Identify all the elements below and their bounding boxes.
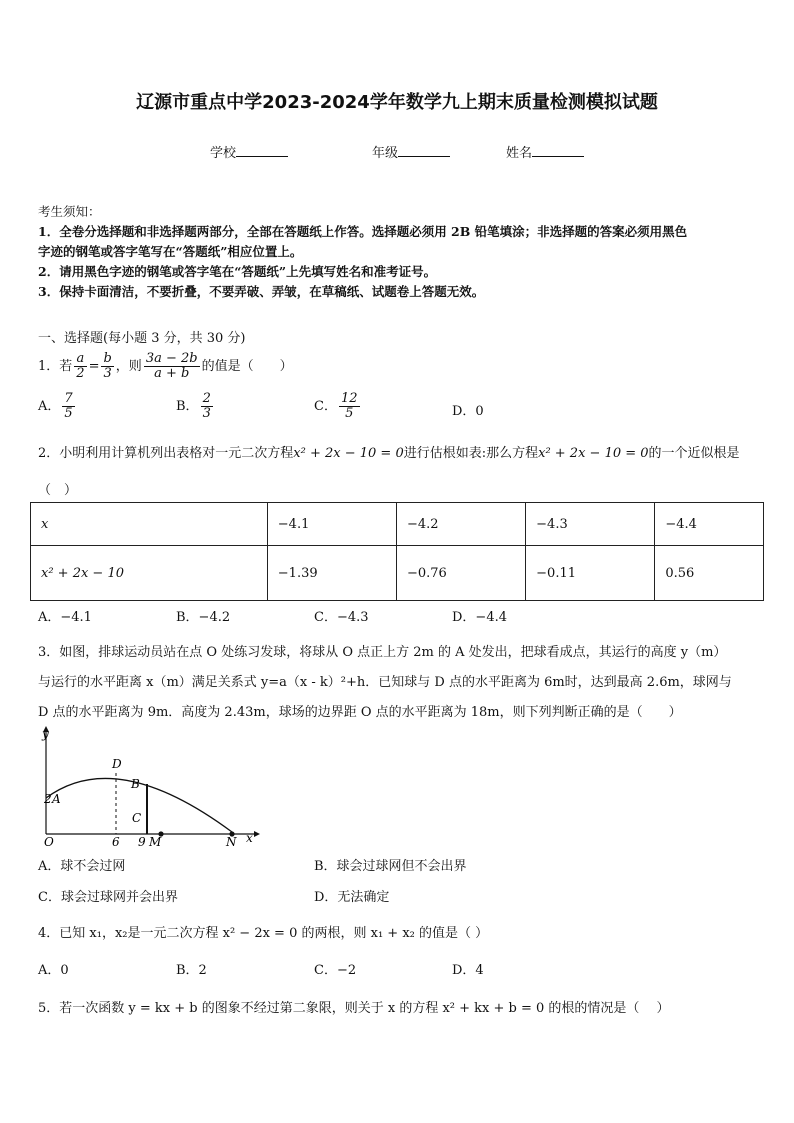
point-d-label: D [112,757,122,771]
point-n-label: N [226,835,237,848]
tick-6-label: 6 [112,835,120,848]
y-axis-label: y [42,727,49,741]
fraction-b-over-3: $\frac{b}{3}$ [103,351,112,381]
q1-mid: ，则 [115,359,142,374]
q3-option-a: A．球不会过网 [38,859,126,874]
tick-9-label: 9 [138,835,146,848]
notice-block [38,202,758,302]
page-title: 辽源市重点中学2023-2024学年数学九上期末质量检测模拟试题 [136,92,658,113]
notice-item-1a: 1．全卷分选择题和非选择题两部分，全部在答题纸上作答。选择题必须用 2B 铅笔填涂；非选择题的答案必须用黑色 [38,224,688,239]
origin-label: O [44,835,54,848]
name-label: 姓名 [506,146,533,161]
name-blank [532,144,584,157]
name-field [506,142,584,161]
table-cell: −4.4 [655,503,764,546]
q2-equation-2: x² + 2x − 10 = 0 [538,446,649,461]
q1-option-d: D．0 [452,404,484,419]
q2-option-c: C．−4.3 [314,610,369,625]
school-field [210,142,288,161]
question-1 [38,352,293,381]
grade-field [372,142,450,161]
estimate-table [30,502,764,601]
q1-prefix: 1．若 [38,359,73,374]
volleyball-graph [30,724,260,848]
table-row [31,546,764,601]
q1-option-c: C． $\frac{12}{5}$ [314,391,358,421]
point-b-label: B [131,777,140,791]
table-cell: −1.39 [267,546,396,601]
q1-option-a: A． $\frac{7}{5}$ [38,391,73,421]
notice-item-2: 2．请用黑色字迹的钢笔或答字笔在“答题纸”上先填写姓名和准考证号。 [38,264,437,279]
q4-option-d: D．4 [452,963,484,978]
q3-line-3: D 点的水平距离为 9m．高度为 2.43m，球场的边界距 O 点的水平距离为 18m，则下列判断正确的是（ ） [38,705,682,720]
q2-equation-1: x² + 2x − 10 = 0 [293,446,404,461]
table-cell: −0.76 [396,546,525,601]
q1-option-b: B． $\frac{2}{3}$ [176,391,211,421]
question-4: 4．已知 x₁，x₂是一元二次方程 x² − 2x = 0 的两根，则 x₁ + x₂ 的值是（ ） [38,926,489,941]
q3-option-b: B．球会过球网但不会出界 [314,859,467,874]
table-cell: x [31,503,268,546]
q4-option-c: C．−2 [314,963,357,978]
point-m-label: M [149,835,162,848]
q3-line-2: 与运行的水平距离 x（m）满足关系式 y=a（x - k）²+h．已知球与 D 点的水平距离为 6m时，达到最高 2.6m，球网与 [38,675,732,690]
school-label: 学校 [210,146,237,161]
q3-option-c: C．球会过球网并会出界 [38,890,178,905]
question-3 [38,638,732,728]
notice-heading: 考生须知： [38,204,101,219]
x-axis-label: x [246,831,253,845]
point-c-label: C [132,811,142,825]
table-cell: −4.1 [267,503,396,546]
grade-label: 年级 [372,146,399,161]
notice-item-3: 3．保持卡面清洁，不要折叠，不要弄破、弄皱，在草稿纸、试题卷上答题无效。 [38,284,485,299]
school-blank [236,144,288,157]
grade-blank [398,144,450,157]
table-cell: −4.3 [526,503,655,546]
tick-2-label: 2 [44,792,52,806]
table-cell: x² + 2x − 10 [31,546,268,601]
q2-option-d: D．−4.4 [452,610,507,625]
q1-equals: = [88,359,100,374]
q2-paren: （ ） [38,483,78,498]
table-row [31,503,764,546]
q4-option-a: A．0 [38,963,69,978]
q1-suffix: 的值是（ ） [201,359,293,374]
point-a-label: A [52,792,61,806]
q3-option-d: D．无法确定 [314,890,390,905]
fraction-expression: $\frac{3a - 2b}{a + b}$ [145,351,198,381]
fraction-a-over-2: $\frac{a}{2}$ [76,351,85,381]
table-cell: −0.11 [526,546,655,601]
section-heading: 一、选择题(每小题 3 分，共 30 分) [38,331,246,346]
q4-option-b: B．2 [176,963,207,978]
table-cell: −4.2 [396,503,525,546]
notice-item-1b: 字迹的钢笔或答字笔写在“答题纸”相应位置上。 [38,244,303,259]
table-cell: 0.56 [655,546,764,601]
q2-option-b: B．−4.2 [176,610,231,625]
question-5: 5．若一次函数 y = kx + b 的图象不经过第二象限，则关于 x 的方程 x² + kx + b = 0 的根的情况是（ ） [38,1001,670,1016]
q2-option-a: A．−4.1 [38,610,92,625]
question-2: 2．小明利用计算机列出表格对一元二次方程x² + 2x − 10 = 0进行估根如表:那么方程x² + 2x − 10 = 0的一个近似根是 [38,446,740,461]
q3-line-1: 3．如图，排球运动员站在点 O 处练习发球，将球从 O 点正上方 2m 的 A 处发出，把球看成点，其运行的高度 y（m） [38,645,727,660]
